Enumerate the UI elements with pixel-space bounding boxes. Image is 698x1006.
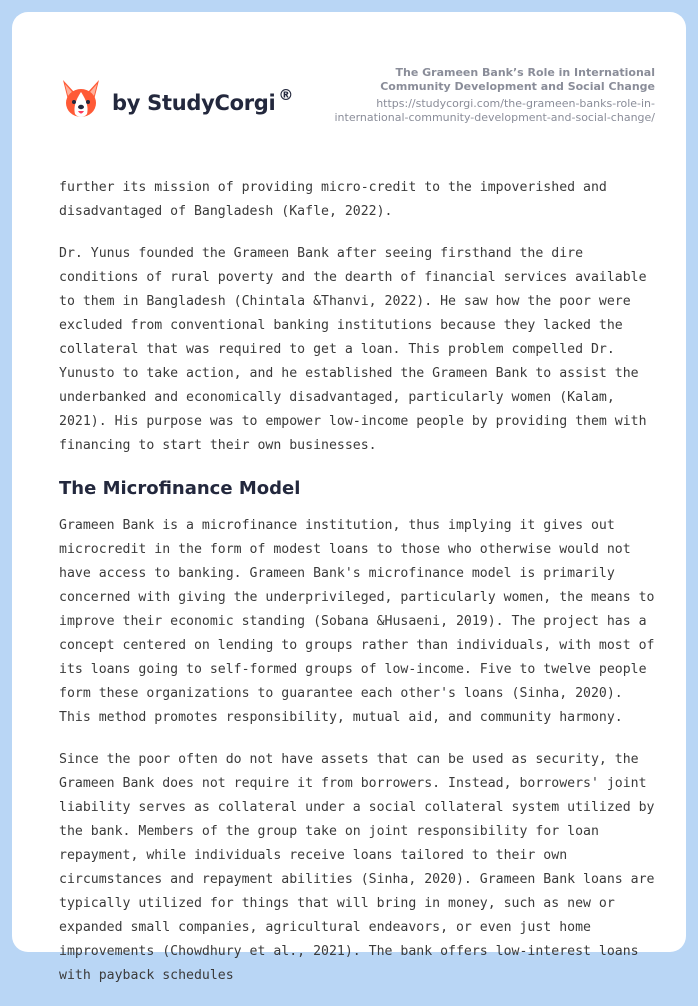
paragraph: Grameen Bank is a microfinance institution, thus implying it gives out microcredit in the form of modest loans to those who otherwise would not have access to banking. Grameen Bank's microfinance model is primarily concerned with giving the underprivileged, particularly women, the means to improve their economic standing (Sobana &Husaeni, 2019). The project has a concept centered on lending to groups rather than individuals, with most of its loans going to self-formed groups of low-income. Five to twelve people form these organizations to guarantee each other's loans (Sinha, 2020). This method promotes responsibility, mutual aid, and community harmony. xyxy=(59,518,655,725)
brand-name: by StudyCorgi ® xyxy=(112,85,294,115)
document-url[interactable]: https://studycorgi.com/the-grameen-banks-role-in-international-community-development-and-social-change/ xyxy=(334,97,655,124)
paragraph: Since the poor often do not have assets that can be used as security, the Grameen Bank does not require it from borrowers. Instead, borrowers' joint liability serves as collateral under a social collateral system utilized by the bank. Members of the group take on joint responsibility for loan repayment, while individuals receive loans tailored to their own circumstances and repayment abilities (Sinha, 2020). Grameen Bank loans are typically utilized for things that will bring in money, such as new or expanded small companies, agricultural endeavors, or even just home improvements (Chowdhury et al., 2021). The bank offers low-interest loans with payback schedules xyxy=(59,752,655,983)
paragraph: Dr. Yunus founded the Grameen Bank after seeing firsthand the dire conditions of rural poverty and the dearth of financial services available to them in Bangladesh (Chintala &Thanvi, 2022). He saw how the poor were excluded from conventional banking institutions because they lacked the collateral that was required to get a loan. This problem compelled Dr. Yunusto to take action, and he established the Grameen Bank to assist the underbanked and economically disadvantaged, particularly women (Kalam, 2021). His purpose was to empower low-income people by providing them with financing to start their own businesses. xyxy=(59,246,647,453)
registered-mark: ® xyxy=(278,85,294,104)
section-heading: The Microfinance Model xyxy=(59,478,301,499)
article-body xyxy=(59,176,659,1006)
studycorgi-logo[interactable] xyxy=(60,76,293,120)
document-meta xyxy=(325,66,655,125)
document-title: The Grameen Bank’s Role in International Community Development and Social Change xyxy=(380,66,655,93)
paragraph: further its mission of providing micro-credit to the impoverished and disadvantaged of Bangladesh (Kafle, 2022). xyxy=(59,180,607,219)
page-header xyxy=(12,12,686,162)
document-page xyxy=(12,12,686,983)
corgi-logo-icon xyxy=(60,76,102,120)
